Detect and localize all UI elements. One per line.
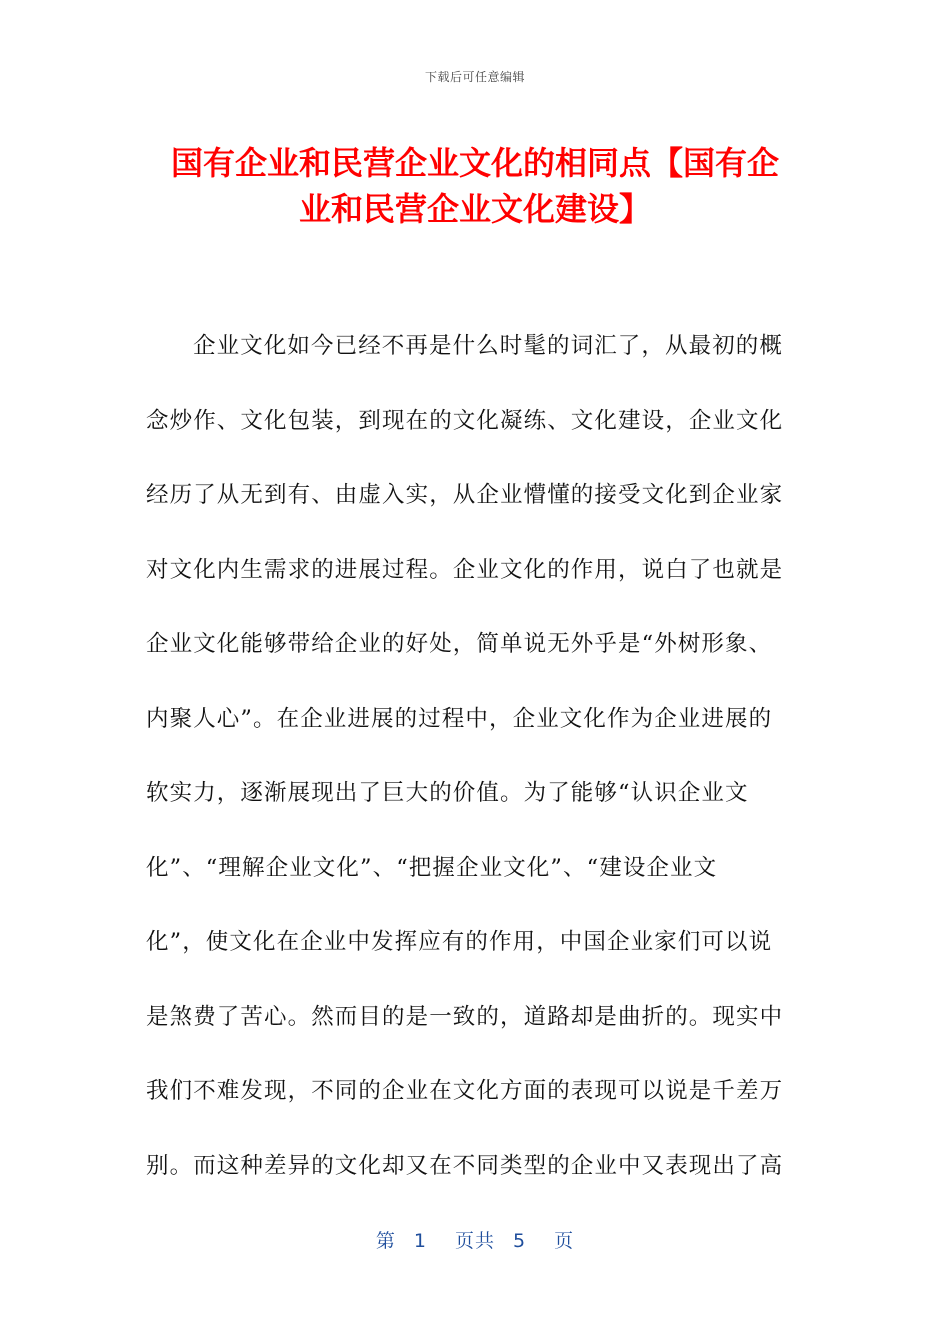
paragraph-line: 念炒作、文化包装，到现在的文化凝练、文化建设，企业文化 xyxy=(146,407,784,434)
paragraph-line: 企业文化如今已经不再是什么时髦的词汇了，从最初的概 xyxy=(193,333,784,359)
paragraph-line: 化”，使文化在企业中发挥应有的作用，中国企业家们可以说 xyxy=(146,929,773,955)
paragraph-line: 企业文化能够带给企业的好处，简单说无外乎是“外树形象、 xyxy=(146,631,773,657)
page-label-prefix: 第 xyxy=(375,1230,396,1252)
paragraph-line: 对文化内生需求的进展过程。企业文化的作用，说白了也就是 xyxy=(146,556,784,583)
page-label-mid: 页共 xyxy=(454,1230,495,1252)
paragraph-line: 软实力，逐渐展现出了巨大的价值。为了能够“认识企业文 xyxy=(146,780,749,806)
paragraph-line: 是煞费了苦心。然而目的是一致的，道路却是曲折的。现实中 xyxy=(146,1003,784,1030)
paragraph-line: 化”、“理解企业文化”、“把握企业文化”、“建设企业文 xyxy=(146,854,718,881)
header-note: 下载后可任意编辑 xyxy=(424,70,525,84)
page-label-suffix: 页 xyxy=(554,1230,575,1252)
title-line: 业和民营企业文化建设】 xyxy=(298,190,651,228)
title-line: 国有企业和民营企业文化的相同点【国有企 xyxy=(170,144,779,182)
paragraph-line: 内聚人心”。在企业进展的过程中，企业文化作为企业进展的 xyxy=(146,705,773,732)
document-title xyxy=(145,140,805,232)
body-paragraph xyxy=(146,326,796,1220)
paragraph-line: 别。而这种差异的文化却又在不同类型的企业中又表现出了高 xyxy=(146,1152,784,1179)
paragraph-line: 经历了从无到有、由虚入实，从企业懵懂的接受文化到企业家 xyxy=(146,482,784,508)
total-pages-number: 5 xyxy=(513,1230,527,1252)
current-page-number: 1 xyxy=(413,1230,427,1252)
paragraph-line: 我们不难发现，不同的企业在文化方面的表现可以说是千差万 xyxy=(146,1078,784,1104)
page-footer xyxy=(0,1226,950,1253)
